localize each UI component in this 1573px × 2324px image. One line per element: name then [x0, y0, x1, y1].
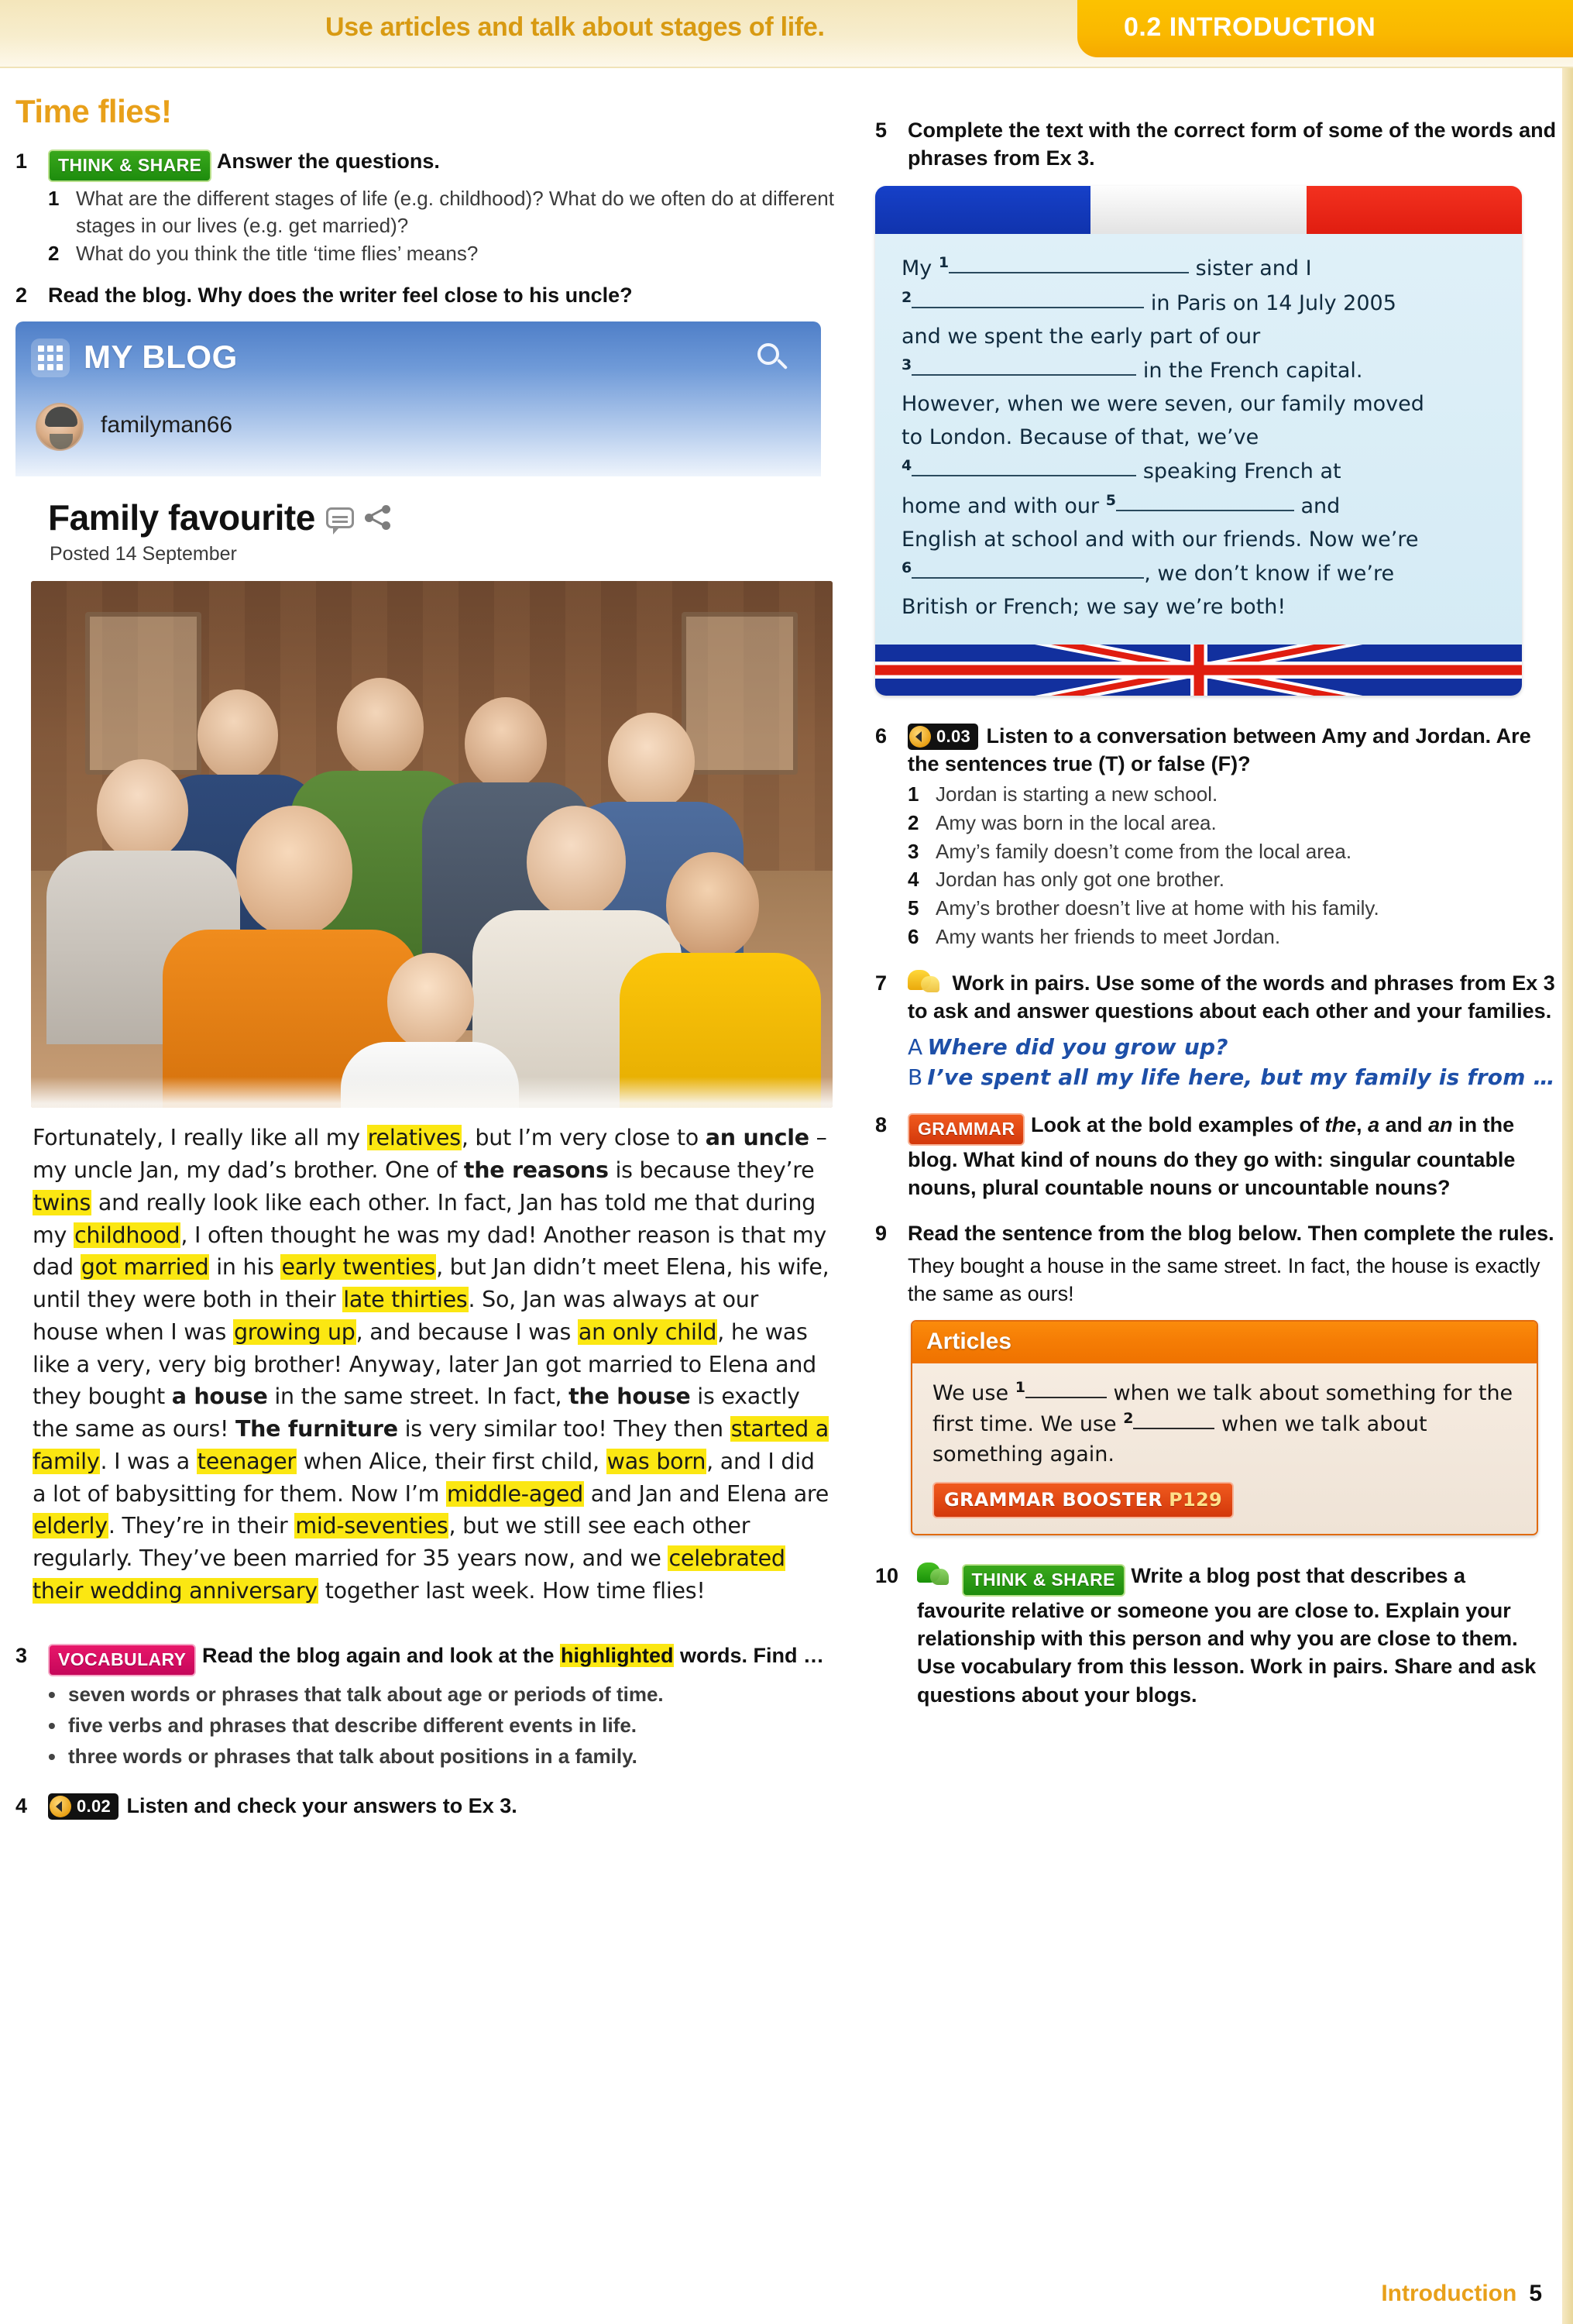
exercise-8-body	[908, 1111, 1557, 1202]
grid-menu-icon[interactable]	[31, 339, 70, 377]
articles-rule-text[interactable]: We use $^1$ when we talk about something for the first time. We use $^2$ when we talk about something again.	[932, 1379, 1513, 1466]
exercise-7-instruction: Work in pairs. Use some of the words and phrases from Ex 3 to ask and answer questions about each other and your families.	[908, 971, 1555, 1023]
blog-post-title: Family favourite	[48, 497, 315, 538]
blog-app-header	[15, 321, 821, 476]
list-item	[908, 781, 1557, 808]
blog-username: familyman66	[101, 412, 233, 438]
exercise-8	[875, 1111, 1557, 1202]
gapfill-text-card	[875, 186, 1522, 695]
page-spine	[1562, 68, 1573, 2324]
bullet-text: three words or phrases that talk about positions in a family.	[68, 1745, 637, 1769]
exercise-3-bullets	[48, 1681, 836, 1772]
exercise-7-body	[908, 969, 1557, 1093]
exercise-3-body	[48, 1642, 836, 1775]
question-text: What do you think the title ‘time flies’ means?	[76, 242, 479, 266]
vocabulary-badge: VOCABULARY	[48, 1644, 196, 1676]
bullet-dot: •	[48, 1713, 56, 1738]
item-number: 4	[908, 868, 919, 892]
articles-grammar-box	[911, 1320, 1538, 1535]
question-number: 1	[48, 186, 60, 210]
articles-box-title: Articles	[926, 1329, 1012, 1355]
think-and-share-badge: THINK & SHARE	[48, 150, 211, 182]
exercise-9-body	[908, 1219, 1557, 1308]
speech-bubbles-icon	[917, 1563, 951, 1589]
exercise-1	[15, 147, 836, 269]
exercise-9-instruction: Read the sentence from the blog below. Then complete the rules.	[908, 1221, 1554, 1245]
item-number: 1	[908, 782, 919, 806]
audio-track-chip[interactable]	[48, 1793, 118, 1820]
exercise-8-instruction: Look at the bold examples of the, a and an in the blog. What kind of nouns do they go with: singular countable nouns, plural countable nouns or uncountable nouns?	[908, 1113, 1516, 1200]
dialogue-line	[908, 1063, 1557, 1093]
speaker-line: Where did you grow up?	[927, 1034, 1228, 1061]
lesson-objective: Use articles and talk about stages of life.	[325, 12, 825, 42]
exercise-8-number: 8	[875, 1113, 888, 1137]
exercise-4-number: 4	[15, 1793, 28, 1817]
grammar-booster-label: GRAMMAR BOOSTER	[944, 1489, 1163, 1511]
exercise-6	[875, 722, 1557, 952]
think-and-share-badge: THINK & SHARE	[962, 1564, 1125, 1597]
item-number: 2	[908, 810, 919, 834]
exercise-6-body	[908, 722, 1557, 952]
list-item	[908, 923, 1557, 951]
share-icon[interactable]	[365, 505, 391, 530]
avatar	[36, 403, 84, 451]
question-number: 2	[48, 242, 60, 266]
list-item	[48, 1712, 836, 1740]
dialogue-line	[908, 1033, 1557, 1063]
articles-box-header	[912, 1322, 1537, 1363]
unit-tab-label: 0.2 INTRODUCTION	[1124, 12, 1376, 42]
speaker-icon	[50, 1796, 71, 1817]
exercise-1-questions	[48, 185, 836, 267]
exercise-5	[875, 116, 1557, 172]
exercise-1-number: 1	[15, 150, 28, 173]
french-flag-icon	[875, 186, 1522, 234]
page-header-banner	[0, 0, 1573, 68]
speaker-icon	[909, 726, 931, 748]
item-number: 6	[908, 925, 919, 949]
exercise-6-items	[908, 781, 1557, 951]
page-footer	[1381, 2281, 1542, 2307]
bullet-text: seven words or phrases that talk about age or periods of time.	[68, 1682, 664, 1706]
exercise-1-instruction: Answer the questions.	[216, 150, 440, 173]
search-icon[interactable]	[757, 343, 787, 373]
exercise-7-dialogue	[908, 1033, 1557, 1092]
blog-post-title-row	[48, 497, 836, 538]
audio-track-code: 0.02	[77, 1796, 112, 1816]
union-jack-icon	[875, 645, 1522, 696]
list-item	[48, 240, 836, 267]
speaker-label: B	[908, 1064, 923, 1090]
exercise-10-instruction: Write a blog post that describes a favourite relative or someone you are close to. Explain your relationship with this person and why you are close to them. Use vocabulary from this lesson. Work in pairs. Share and ask questions about your blogs.	[917, 1564, 1537, 1707]
exercise-10	[875, 1562, 1557, 1709]
exercise-2-number: 2	[15, 284, 28, 308]
page-number: 5	[1529, 2281, 1542, 2306]
exercise-3-instruction: Read the blog again and look at the highlighted words. Find …	[201, 1643, 824, 1667]
exercise-5-instruction: Complete the text with the correct form of some of the words and phrases from Ex 3.	[908, 119, 1557, 170]
grammar-booster-badge[interactable]	[932, 1482, 1234, 1518]
exercise-9-example: They bought a house in the same street. In fact, the house is exactly the same as ours!	[908, 1253, 1540, 1305]
item-text: Jordan has only got one brother.	[936, 868, 1224, 892]
exercise-4-body	[48, 1792, 836, 1820]
right-column	[875, 116, 1557, 1721]
exercise-3-number: 3	[15, 1643, 28, 1667]
gapfill-text[interactable]: My $^1$ sister and I $^2$ in Paris on 14 July 2005 and we spent the early part of our $^3$ in the French capital. However, when we were seven, our family moved to London. Because of that, we’ve $^4$ speaking French at home and with our $^5$ and English at school and with our friends. Now we’re $^6$ , we don’t know if we’re British or French; we say we’re both!	[875, 234, 1522, 644]
list-item	[908, 866, 1557, 893]
blog-app-title: MY BLOG	[84, 339, 238, 376]
exercise-7-number: 7	[875, 971, 888, 995]
exercise-2	[15, 281, 836, 309]
list-item	[48, 1743, 836, 1771]
grammar-booster-page: P129	[1169, 1489, 1222, 1511]
exercise-3	[15, 1642, 836, 1775]
exercise-9	[875, 1219, 1557, 1308]
grammar-badge: GRAMMAR	[908, 1113, 1025, 1146]
exercise-4	[15, 1792, 836, 1820]
item-text: Jordan is starting a new school.	[936, 782, 1218, 806]
exercise-9-number: 9	[875, 1221, 888, 1245]
exercise-10-number: 10	[875, 1564, 899, 1588]
unit-tab	[1077, 0, 1573, 57]
item-text: Amy’s brother doesn’t live at home with his family.	[936, 896, 1379, 920]
exercise-4-instruction: Listen and check your answers to Ex 3.	[126, 1793, 517, 1817]
list-item	[48, 1681, 836, 1709]
list-item	[908, 838, 1557, 865]
list-item	[908, 810, 1557, 837]
blog-post-body: Fortunately, I really like all my relatives, but I’m very close to an uncle – my uncle Jan, my dad’s brother. One of the reasons is because they’re twins and really look like each other. In fact, Jan has told me that during my childhood, I often thought he was my dad! Another reason is that my dad got married in his early twenties, but Jan didn’t meet Elena, his wife, until they were both in their late thirties. So, Jan was always at our house when I was growing up, and because I was an only child, he was like a very, very big brother! Anyway, later Jan got married to Elena and they bought a house in the same street. In fact, the house is exactly the same as ours! The furniture is very similar too! They then started a family. I was a teenager when Alice, their first child, was born, and I did a lot of babysitting for them. Now I’m middle-aged and Jan and Elena are elderly. They’re in their mid-seventies, but we still see each other regularly. They’ve been married for 35 years now, and we celebrated their wedding anniversary together last week. How time flies!	[33, 1125, 829, 1604]
family-photo	[31, 581, 833, 1108]
bullet-dot: •	[48, 1682, 56, 1707]
exercise-5-number: 5	[875, 119, 888, 142]
exercise-1-body	[48, 147, 836, 269]
blog-post-date: Posted 14 September	[50, 543, 237, 566]
item-number: 5	[908, 896, 919, 920]
speaker-label: A	[908, 1034, 923, 1061]
item-number: 3	[908, 839, 919, 863]
speaker-line: I’ve spent all my life here, but my family is from …	[927, 1064, 1555, 1090]
footer-label: Introduction	[1381, 2281, 1517, 2306]
left-column	[15, 93, 836, 1832]
item-text: Amy’s family doesn’t come from the local area.	[936, 839, 1352, 863]
speech-bubbles-icon	[908, 970, 942, 996]
bullet-dot: •	[48, 1745, 56, 1769]
exercise-7	[875, 969, 1557, 1093]
list-item	[48, 185, 836, 239]
question-text: What are the different stages of life (e.g. childhood)? What do we often do at different stages in our lives (e.g. get married)?	[76, 186, 834, 237]
audio-track-code: 0.03	[936, 726, 971, 746]
articles-box-body	[912, 1363, 1537, 1534]
bullet-text: five verbs and phrases that describe different events in life.	[68, 1713, 637, 1737]
page-title: Time flies!	[15, 93, 172, 129]
item-text: Amy wants her friends to meet Jordan.	[936, 925, 1281, 949]
exercise-6-number: 6	[875, 724, 888, 748]
item-text: Amy was born in the local area.	[936, 810, 1217, 834]
exercise-6-instruction: Listen to a conversation between Amy and Jordan. Are the sentences true (T) or false (F)?	[908, 724, 1531, 775]
exercise-2-instruction: Read the blog. Why does the writer feel close to his uncle?	[48, 284, 633, 308]
comment-icon[interactable]	[326, 507, 354, 528]
audio-track-chip[interactable]	[908, 724, 978, 750]
exercise-10-body	[917, 1562, 1557, 1709]
list-item	[908, 895, 1557, 922]
